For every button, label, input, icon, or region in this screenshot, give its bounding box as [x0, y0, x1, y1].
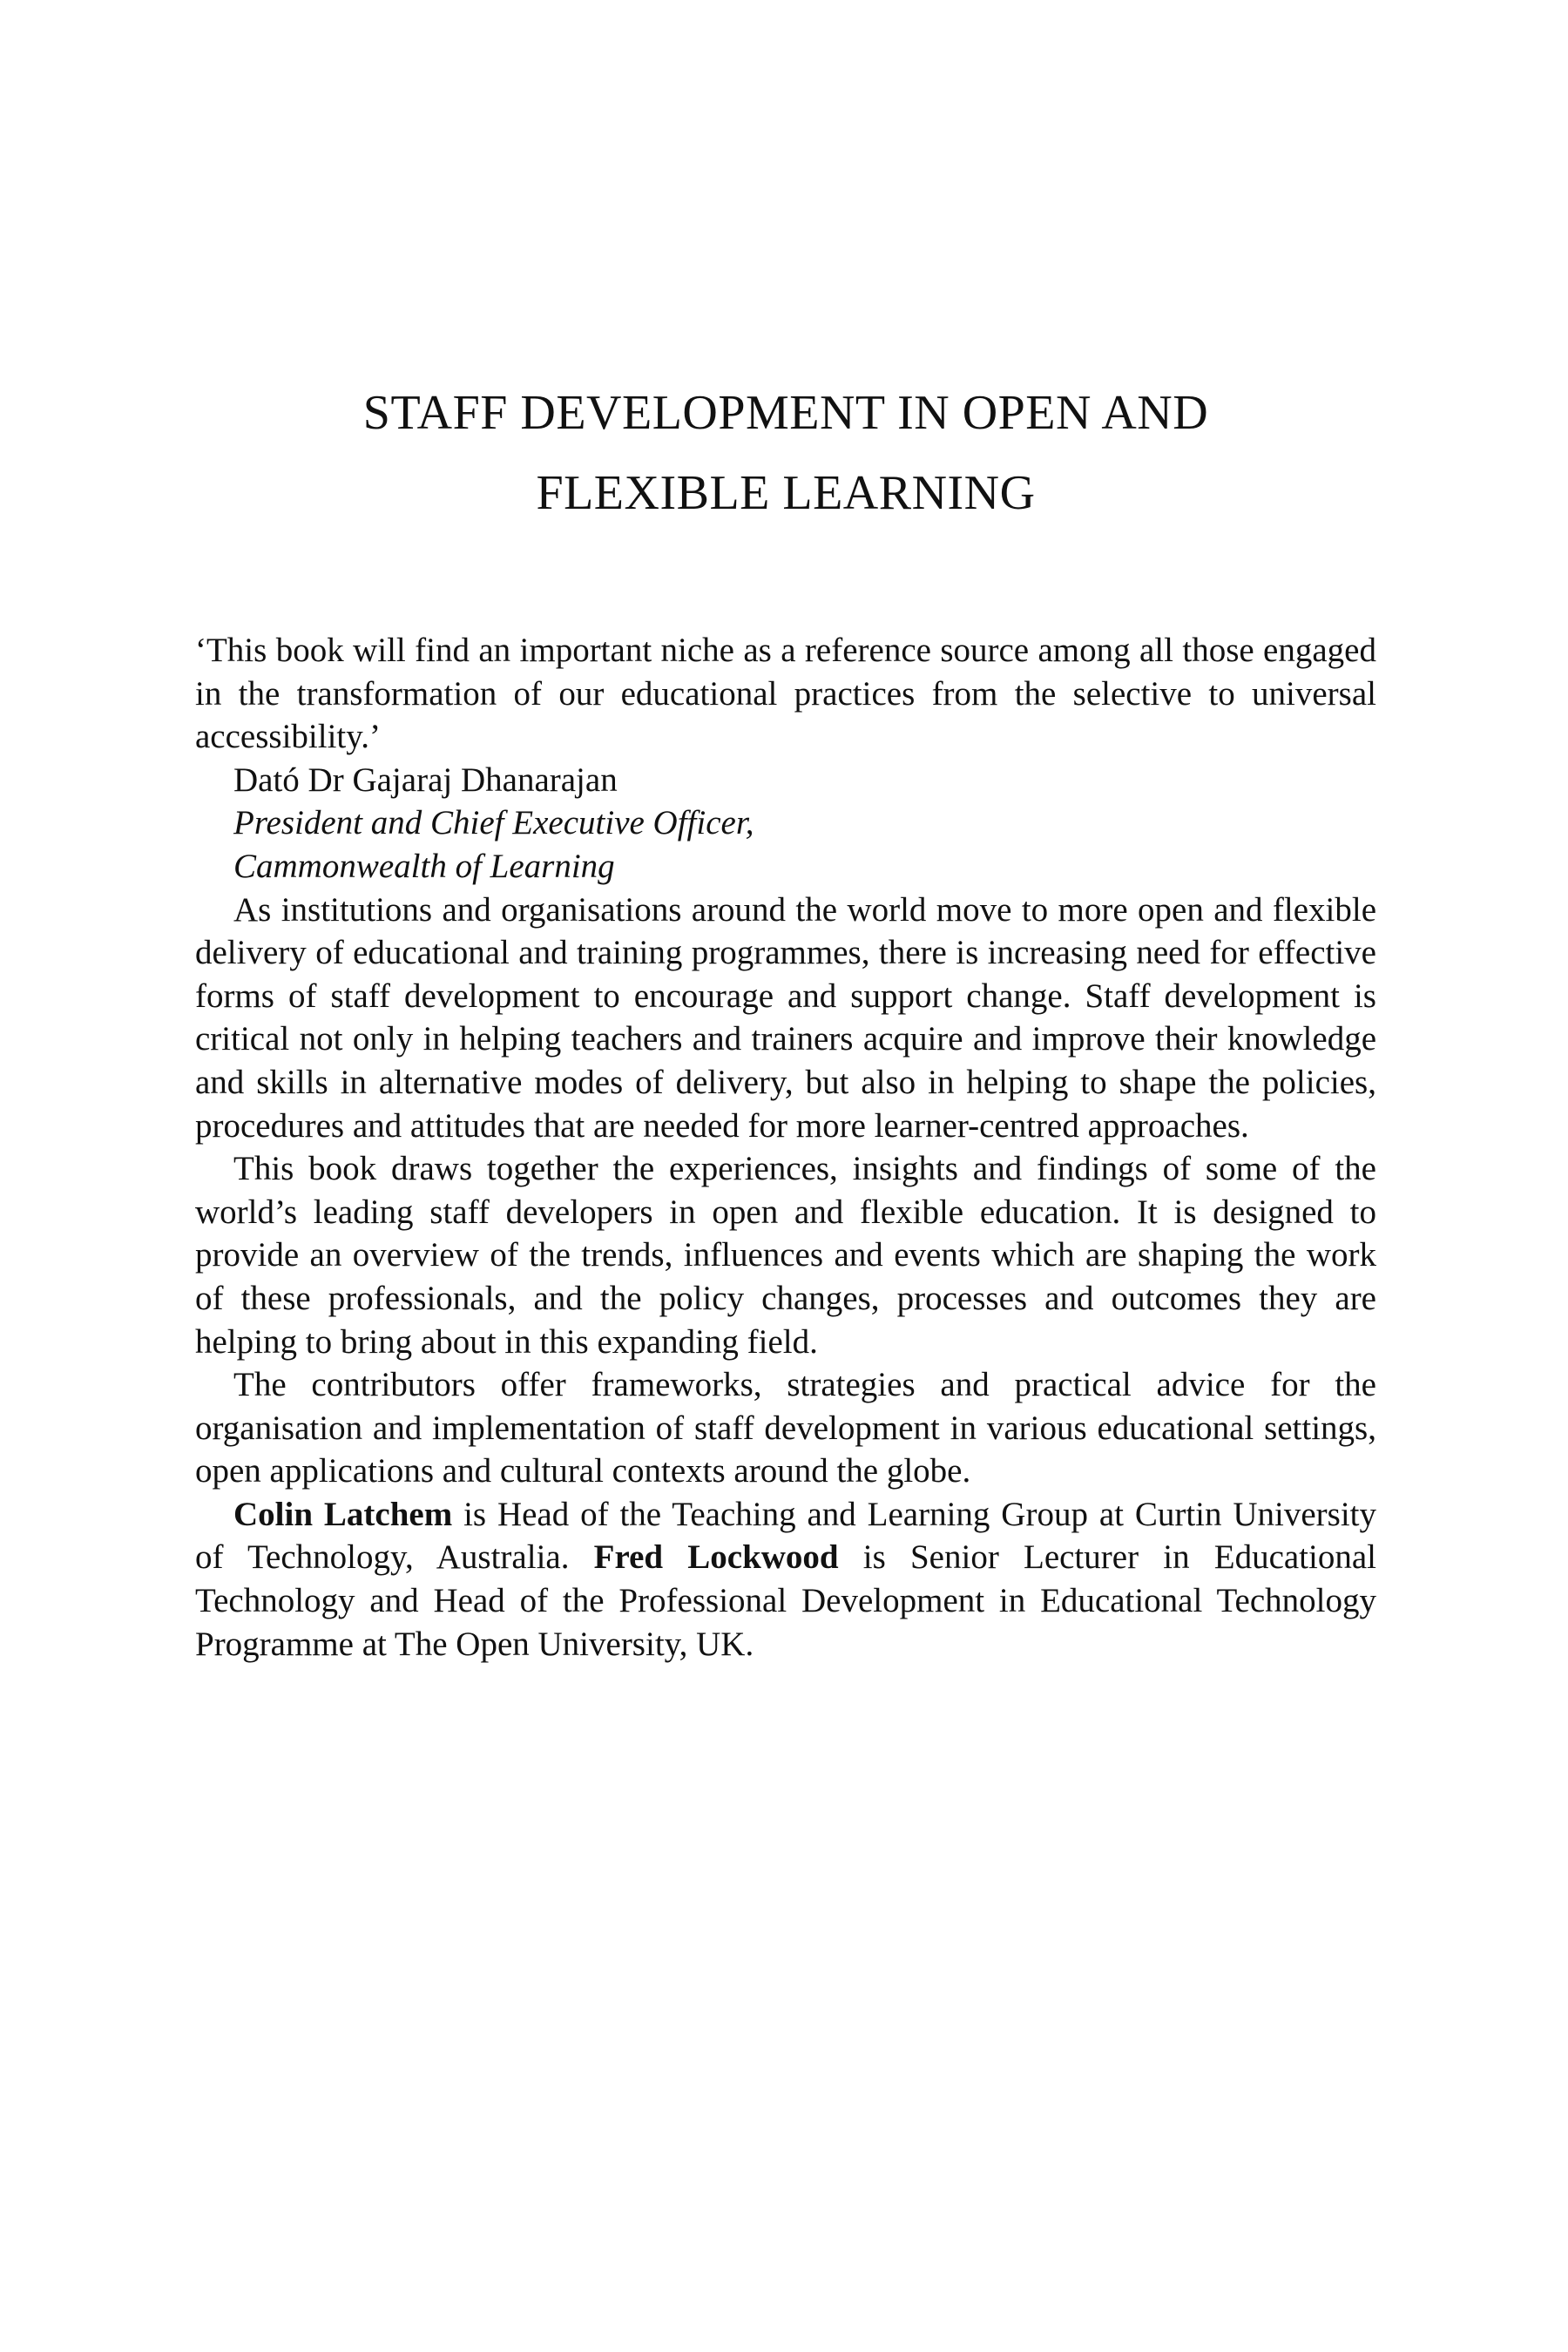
- description-paragraph-2: This book draws together the experiences, insights and findings of some of the world’s leading staff developers in open and flexible education. It is designed to provide an overview of the trends, influences and events which are shaping the work of these professionals, and the policy changes, processes and outcomes they are helping to bring about in this expanding field.: [195, 1150, 1376, 1361]
- editor-1-name: Colin Latchem: [233, 1495, 453, 1533]
- book-title-line-1: STAFF DEVELOPMENT IN OPEN AND: [362, 386, 1209, 440]
- editor-2-bio: is Senior Lecturer in Educational Technology and Head of the Professional Development in Educational Technology Programme at The Open University, UK.: [195, 1538, 1377, 1663]
- endorsement-author: Dató Dr Gajaraj Dhanarajan: [233, 760, 618, 799]
- description-paragraph-3: The contributors offer frameworks, strategies and practical advice for the organisation and implementation of staff development in various educational settings, open applications and cultural contexts around the globe.: [195, 1366, 1376, 1490]
- book-page: [195, 0, 1376, 2352]
- editor-2-name: Fred Lockwood: [593, 1538, 839, 1577]
- endorsement-role: President and Chief Executive Officer,: [233, 804, 754, 842]
- editor-1-bio: is Head of the Teaching and Learning Group at Curtin University of Technology, Australia.: [195, 1495, 1377, 1577]
- description-paragraph-1: As institutions and organisations around the world move to more open and flexible delivery of educational and training programmes, there is increasing need for effective forms of staff development to encourage and support change. Staff development is critical not only in helping teachers and trainers acquire and improve their knowledge and skills in alternative modes of delivery, but also in helping to shape the policies, procedures and attitudes that are needed for more learner-centred approaches.: [195, 890, 1376, 1145]
- editors-bio: [195, 1493, 1376, 1666]
- endorsement-organisation: Cammonwealth of Learning: [233, 847, 615, 885]
- endorsement-attribution: [195, 759, 1376, 889]
- endorsement-quote: ‘This book will find an important niche as a reference source among all those engaged in the transformation of our educational practices from the selective to universal accessibility.’: [195, 632, 1376, 756]
- book-title: [195, 373, 1376, 533]
- blurb-body: [195, 629, 1376, 1666]
- book-title-line-2: FLEXIBLE LEARNING: [536, 466, 1036, 520]
